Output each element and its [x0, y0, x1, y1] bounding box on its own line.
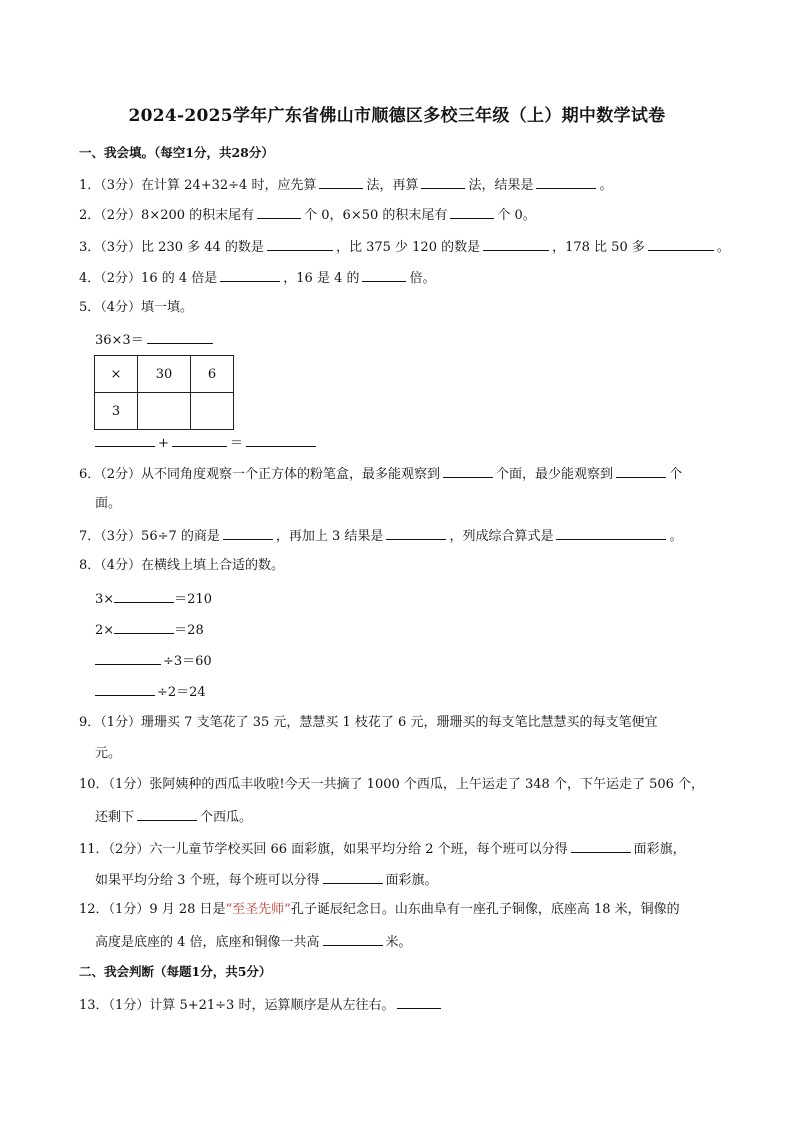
table-cell-blank[interactable]	[191, 393, 234, 430]
answer-blank[interactable]	[137, 807, 197, 821]
answer-blank[interactable]	[147, 330, 213, 344]
question-3: 3．（3分）比 230 多 44 的数是 ，比 375 少 120 的数是 ，178 比 50 多 。	[79, 237, 730, 255]
answer-blank[interactable]	[616, 464, 666, 478]
answer-blank[interactable]	[362, 268, 406, 282]
answer-blank[interactable]	[223, 526, 273, 540]
answer-blank[interactable]	[323, 932, 383, 946]
question-9: 9．（1分）珊珊买 7 支笔花了 35 元，慧慧买 1 枝花了 6 元，珊珊买的每支笔比慧慧买的每支笔便宜	[79, 715, 658, 730]
answer-blank[interactable]	[319, 175, 363, 189]
answer-blank[interactable]	[114, 620, 174, 634]
page-title: 2024-2025学年广东省佛山市顺德区多校三年级（上）期中数学试卷	[128, 106, 666, 126]
question-6-cont: 面。	[95, 496, 122, 511]
answer-blank[interactable]	[421, 175, 465, 189]
question-12-cont: 高度是底座的 4 倍，底座和铜像一共高 米。	[95, 932, 412, 950]
question-10-cont: 还剩下 个西瓜。	[95, 807, 252, 825]
q8-line-3: ÷3＝60	[95, 651, 212, 669]
q5-sum-line: + ＝	[95, 433, 319, 451]
answer-blank[interactable]	[267, 237, 333, 251]
answer-blank[interactable]	[246, 433, 316, 447]
table-row-3: 3	[95, 393, 138, 430]
question-2: 2．（2分）8×200 的积末尾有 个 0，6×50 的积末尾有 个 0。	[79, 205, 536, 223]
answer-blank[interactable]	[257, 205, 301, 219]
section-heading-1: 一、我会填。（每空1分，共28分）	[79, 145, 274, 160]
answer-blank[interactable]	[95, 651, 161, 665]
q5-equation: 36×3＝	[95, 330, 216, 348]
q8-line-2: 2× ＝28	[95, 620, 204, 638]
answer-blank[interactable]	[323, 870, 383, 884]
section-heading-2: 二、我会判断（每题1分，共5分）	[79, 964, 272, 979]
answer-blank[interactable]	[220, 268, 280, 282]
question-11-cont: 如果平均分给 3 个班，每个班可以分得 面彩旗。	[95, 870, 438, 888]
question-1: 1．（3分）在计算 24+32÷4 时，应先算 法，再算 法，结果是 。	[79, 175, 613, 193]
question-12: 12．（1分）9 月 28 日是“至圣先师”孔子诞辰纪念日。山东曲阜有一座孔子铜像，底座高 18 米，铜像的	[79, 902, 680, 917]
question-10: 10．（1分）张阿姨种的西瓜丰收啦!今天一共摘了 1000 个西瓜，上午运走了 348 个，下午运走了 506 个，	[79, 777, 705, 792]
answer-blank[interactable]	[536, 175, 596, 189]
table-header-6: 6	[191, 356, 234, 393]
answer-blank[interactable]	[556, 526, 666, 540]
question-8: 8．（4分）在横线上填上合适的数。	[79, 558, 285, 573]
multiplication-table	[94, 355, 234, 430]
answer-blank[interactable]	[450, 205, 494, 219]
table-header-op: ×	[95, 356, 138, 393]
question-11: 11．（2分）六一儿童节学校买回 66 面彩旗，如果平均分给 2 个班，每个班可以分得 面彩旗，	[79, 839, 686, 857]
question-5: 5．（4分）填一填。	[79, 300, 194, 315]
answer-blank[interactable]	[95, 433, 155, 447]
q8-line-1: 3× ＝210	[95, 589, 212, 607]
answer-blank[interactable]	[648, 237, 714, 251]
question-6: 6．（2分）从不同角度观察一个正方体的粉笔盒，最多能观察到 个面，最少能观察到 个	[79, 464, 682, 482]
question-7: 7．（3分）56÷7 的商是 ，再加上 3 结果是 ，列成综合算式是 。	[79, 526, 682, 544]
answer-blank[interactable]	[95, 682, 155, 696]
question-9-cont: 元。	[95, 746, 122, 761]
table-header-30: 30	[138, 356, 191, 393]
answer-blank[interactable]	[571, 839, 631, 853]
q8-line-4: ÷2＝24	[95, 682, 206, 700]
answer-blank[interactable]	[483, 237, 549, 251]
answer-blank[interactable]	[114, 589, 174, 603]
highlight-text: “至圣先师”	[225, 902, 291, 917]
question-13: 13．（1分）计算 5+21÷3 时，运算顺序是从左往右。	[79, 995, 444, 1013]
question-4: 4．（2分）16 的 4 倍是 ，16 是 4 的 倍。	[79, 268, 436, 286]
table-cell-blank[interactable]	[138, 393, 191, 430]
answer-blank[interactable]	[172, 433, 227, 447]
answer-blank[interactable]	[386, 526, 446, 540]
answer-blank[interactable]	[443, 464, 493, 478]
answer-blank[interactable]	[397, 995, 441, 1009]
